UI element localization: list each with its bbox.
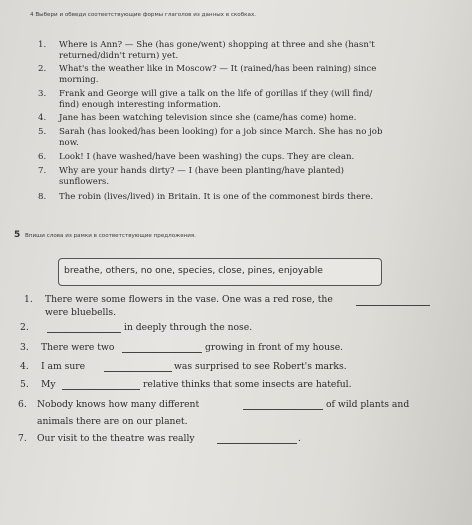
ex4-item-text: find) enough interesting information. bbox=[59, 100, 222, 110]
ex5-item-text: were bluebells. bbox=[45, 307, 117, 318]
ex4-item-number: 5. bbox=[38, 127, 47, 137]
answer-blank[interactable] bbox=[47, 332, 121, 333]
ex5-item-text: growing in front of my house. bbox=[205, 342, 344, 353]
ex4-item-text: returned/didn't return) yet. bbox=[59, 51, 179, 61]
answer-blank[interactable] bbox=[243, 409, 323, 410]
ex5-item-text: of wild plants and bbox=[326, 399, 410, 410]
ex5-item-text: . bbox=[298, 433, 301, 444]
ex4-item-number: 4. bbox=[38, 113, 47, 123]
ex4-item-text: The robin (lives/lived) in Britain. It is one of the commonest birds there. bbox=[59, 192, 374, 202]
ex4-item-text: Where is Ann? — She (has gone/went) shopping at three and she (hasn't bbox=[59, 40, 375, 50]
ex5-item-text: Our visit to the theatre was really bbox=[37, 433, 195, 444]
ex5-item-number: 6. bbox=[18, 399, 27, 410]
ex4-title bbox=[30, 12, 256, 19]
ex5-item-text: My bbox=[41, 379, 56, 390]
ex4-item-text: Frank and George will give a talk on the life of gorillas if they (will find/ bbox=[59, 89, 373, 99]
ex4-item-text: Sarah (has looked/has been looking) for a job since March. She has no job bbox=[59, 127, 383, 137]
ex4-item-text: Jane has been watching television since she (came/has come) home. bbox=[59, 113, 357, 123]
ex5-item-text: in deeply through the nose. bbox=[124, 322, 253, 333]
ex5-item-text: Nobody knows how many different bbox=[37, 399, 200, 410]
ex5-item-text: was surprised to see Robert's marks. bbox=[174, 361, 347, 372]
ex5-item-number: 4. bbox=[20, 361, 29, 372]
ex4-item-text: Look! I (have washed/have been washing) the cups. They are clean. bbox=[59, 152, 355, 162]
ex4-item-number: 3. bbox=[38, 89, 47, 99]
ex4-item-number: 6. bbox=[38, 152, 47, 162]
ex5-title: Впиши слова из рамки в соответствующие предложения. bbox=[25, 233, 197, 239]
ex5-item-number: 7. bbox=[18, 433, 27, 444]
answer-blank[interactable] bbox=[122, 352, 202, 353]
ex4-number-mark: 4 bbox=[30, 12, 34, 18]
ex5-item-number: 5. bbox=[20, 379, 29, 390]
ex5-item-number: 3. bbox=[20, 342, 29, 353]
ex5-item-text: relative thinks that some insects are hateful. bbox=[143, 379, 352, 390]
ex4-item-text: morning. bbox=[59, 75, 99, 85]
ex4-item-number: 8. bbox=[38, 192, 47, 202]
ex4-item-number: 1. bbox=[38, 40, 47, 50]
ex4-title-text: Выбери и обведи соответствующие формы глаголов из данных в скобках. bbox=[35, 12, 257, 18]
answer-blank[interactable] bbox=[217, 443, 297, 444]
answer-blank[interactable] bbox=[104, 371, 172, 372]
ex4-item-text: sunflowers. bbox=[59, 177, 110, 187]
ex5-number: 5 bbox=[14, 230, 21, 240]
ex4-item-text: now. bbox=[59, 138, 79, 148]
ex5-item-text: There were some flowers in the vase. One was a red rose, the bbox=[45, 294, 333, 305]
ex4-item-text: Why are your hands dirty? — I (have been planting/have planted) bbox=[59, 166, 344, 176]
ex5-item-number: 2. bbox=[20, 322, 29, 333]
ex5-item-text: animals there are on our planet. bbox=[37, 416, 188, 427]
answer-blank[interactable] bbox=[356, 305, 430, 306]
word-box-text: breathe, others, no one, species, close, pines, enjoyable bbox=[64, 265, 323, 276]
ex4-item-number: 2. bbox=[38, 64, 47, 74]
ex5-item-text: I am sure bbox=[41, 361, 86, 372]
ex5-item-text: There were two bbox=[41, 342, 115, 353]
answer-blank[interactable] bbox=[62, 389, 140, 390]
ex5-item-number: 1. bbox=[24, 294, 33, 305]
ex4-item-number: 7. bbox=[38, 166, 47, 176]
ex4-item-text: What's the weather like in Moscow? — It (rained/has been raining) since bbox=[59, 64, 377, 74]
